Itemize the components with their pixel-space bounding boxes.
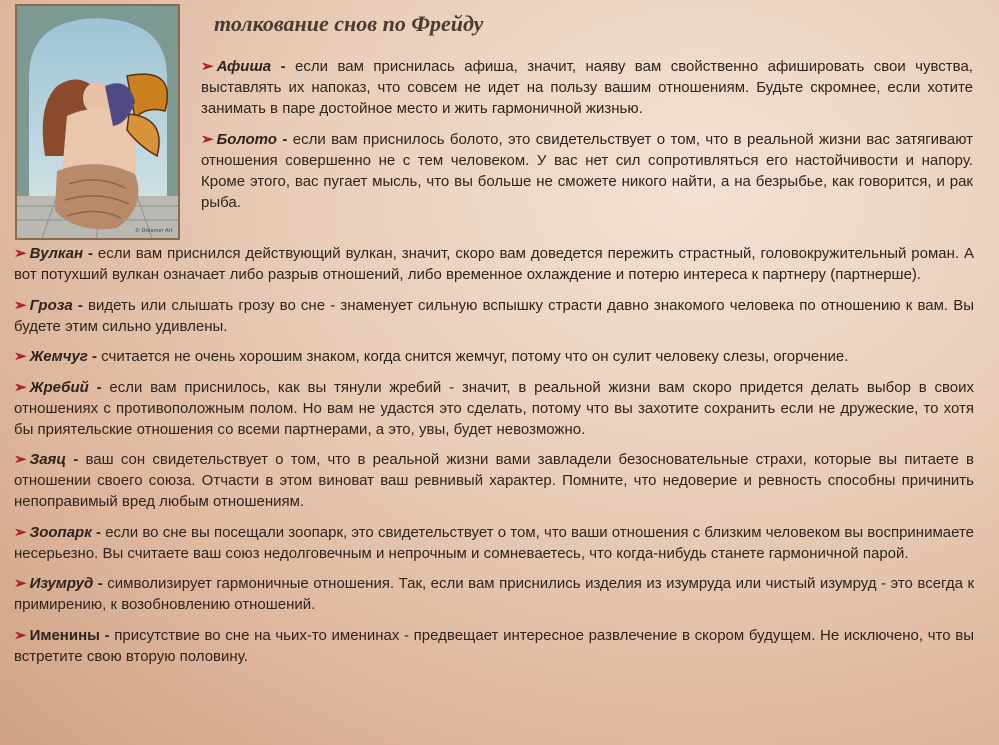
entry-zoopark	[14, 522, 974, 564]
entry-zhemchug	[14, 346, 974, 367]
arrow-bullet-icon: ➢	[14, 523, 27, 541]
arrow-bullet-icon: ➢	[14, 575, 27, 592]
arrow-bullet-icon: ➢	[14, 451, 27, 468]
entries-bottom	[14, 243, 974, 676]
entry-text: если вам приснился действующий вулкан, значит, скоро вам доведется пережить страстный, головокружительный роман. А вот потухший вулкан означает либо разрыв отношений, либо временное охлаждение и потерю интереса к партнеру (партнерше).	[14, 245, 974, 283]
entry-text: ваш сон свидетельствует о том, что в реальной жизни вами завладели безосновательные страхи, которые вы питаете в отношении своего союза. Отчасти в этом виноват ваш ревнивый характер. Помните, что недоверие и ревность способны причинить непоправимый вред любым отношениям.	[14, 451, 974, 510]
painting-illustration	[17, 6, 178, 238]
painting-image	[15, 4, 180, 240]
entry-imeniny	[14, 625, 974, 667]
entry-term: Жемчуг	[29, 348, 88, 365]
entry-term: Зоопарк	[29, 523, 92, 541]
entry-vulkan	[14, 243, 974, 285]
entry-separator: -	[271, 58, 296, 75]
arrow-bullet-icon: ➢	[14, 626, 27, 644]
entry-text: считается не очень хорошим знаком, когда снится жемчуг, потому что он сулит человеку слезы, огорчение.	[101, 348, 849, 365]
entry-groza	[14, 295, 974, 337]
entry-term: Жребий	[29, 378, 89, 396]
arrow-bullet-icon: ➢	[14, 348, 27, 365]
entry-text: символизирует гармоничные отношения. Так, если вам приснились изделия из изумруда или чистый изумруд - это всегда к примирению, к возобновлению отношений.	[14, 575, 974, 613]
arrow-bullet-icon: ➢	[201, 58, 214, 75]
entry-separator: -	[88, 378, 110, 396]
entry-text: если вам приснилась афиша, значит, наяву вам свойственно афишировать свои чувства, выставлять их напоказ, что совсем не идет на пользу вашим отношениям. Будьте скромнее, если хотите занимать в паре достойное место и жить гармоничной жизнью.	[201, 58, 973, 117]
entry-text: если вам приснилось болото, это свидетельствует о том, что в реальной жизни вас затягивают отношения совершенно не с тем человеком. У вас нет сил сопротивляться его настойчивости и напору. Кроме этого, вас пугает мысль, что вы больше не сможете никого найти, а на безрыбье, как говорится, и рак рыба.	[201, 131, 973, 211]
entry-zayats	[14, 449, 974, 512]
entries-top	[201, 56, 973, 223]
arrow-bullet-icon: ➢	[14, 245, 27, 262]
entry-separator: -	[83, 245, 98, 262]
entry-izumrud	[14, 573, 974, 615]
entry-term: Афиша	[216, 58, 272, 75]
entry-text: присутствие во сне на чьих-то именинах - предвещает интересное развлечение в скором будущем. Не исключено, что вы встретите свою вторую половину.	[14, 626, 974, 665]
page-title: толкование снов по Фрейду	[214, 11, 484, 36]
entry-term: Именины	[29, 626, 100, 644]
entry-boloto	[201, 129, 973, 213]
entry-term: Изумруд	[29, 575, 94, 592]
entry-separator: -	[87, 348, 102, 365]
arrow-bullet-icon: ➢	[14, 378, 27, 396]
entry-text: видеть или слышать грозу во сне - знаменует сильную вспышку страсти давно знакомого человека по отношению к вам. Вы будете этим сильно удивлены.	[14, 296, 974, 335]
entry-separator: -	[66, 451, 86, 468]
entry-text: если во сне вы посещали зоопарк, это свидетельствует о том, что ваши отношения с близким человеком вы воспринимаете несерьезно. Вы считаете ваш союз недолговечным и непрочным и сомневаетесь, что когда-нибудь станете гармоничной парой.	[14, 523, 974, 562]
entry-afisha	[201, 56, 973, 119]
entry-separator: -	[276, 131, 293, 148]
entry-separator: -	[99, 626, 115, 644]
entry-text: если вам приснилось, как вы тянули жребий - значит, в реальной жизни вам скоро придется делать выбор в своих отношениях с противоположным полом. Но вам не удастся это сделать, потому что вы захотите сохранить если не дружеские, то хотя бы приятельские отношения со всеми партнерами, а это, увы, будет невозможно.	[14, 378, 974, 438]
entry-term: Вулкан	[29, 245, 84, 262]
entry-separator: -	[91, 523, 106, 541]
entry-term: Гроза	[29, 296, 73, 314]
entry-separator: -	[93, 575, 108, 592]
entry-term: Заяц	[29, 451, 67, 468]
arrow-bullet-icon: ➢	[201, 131, 214, 148]
entry-separator: -	[72, 296, 89, 314]
entry-zhrebiy	[14, 377, 974, 440]
arrow-bullet-icon: ➢	[14, 296, 27, 314]
entry-term: Болото	[216, 131, 277, 148]
painting-caption: © Dreamer Art	[135, 228, 173, 234]
